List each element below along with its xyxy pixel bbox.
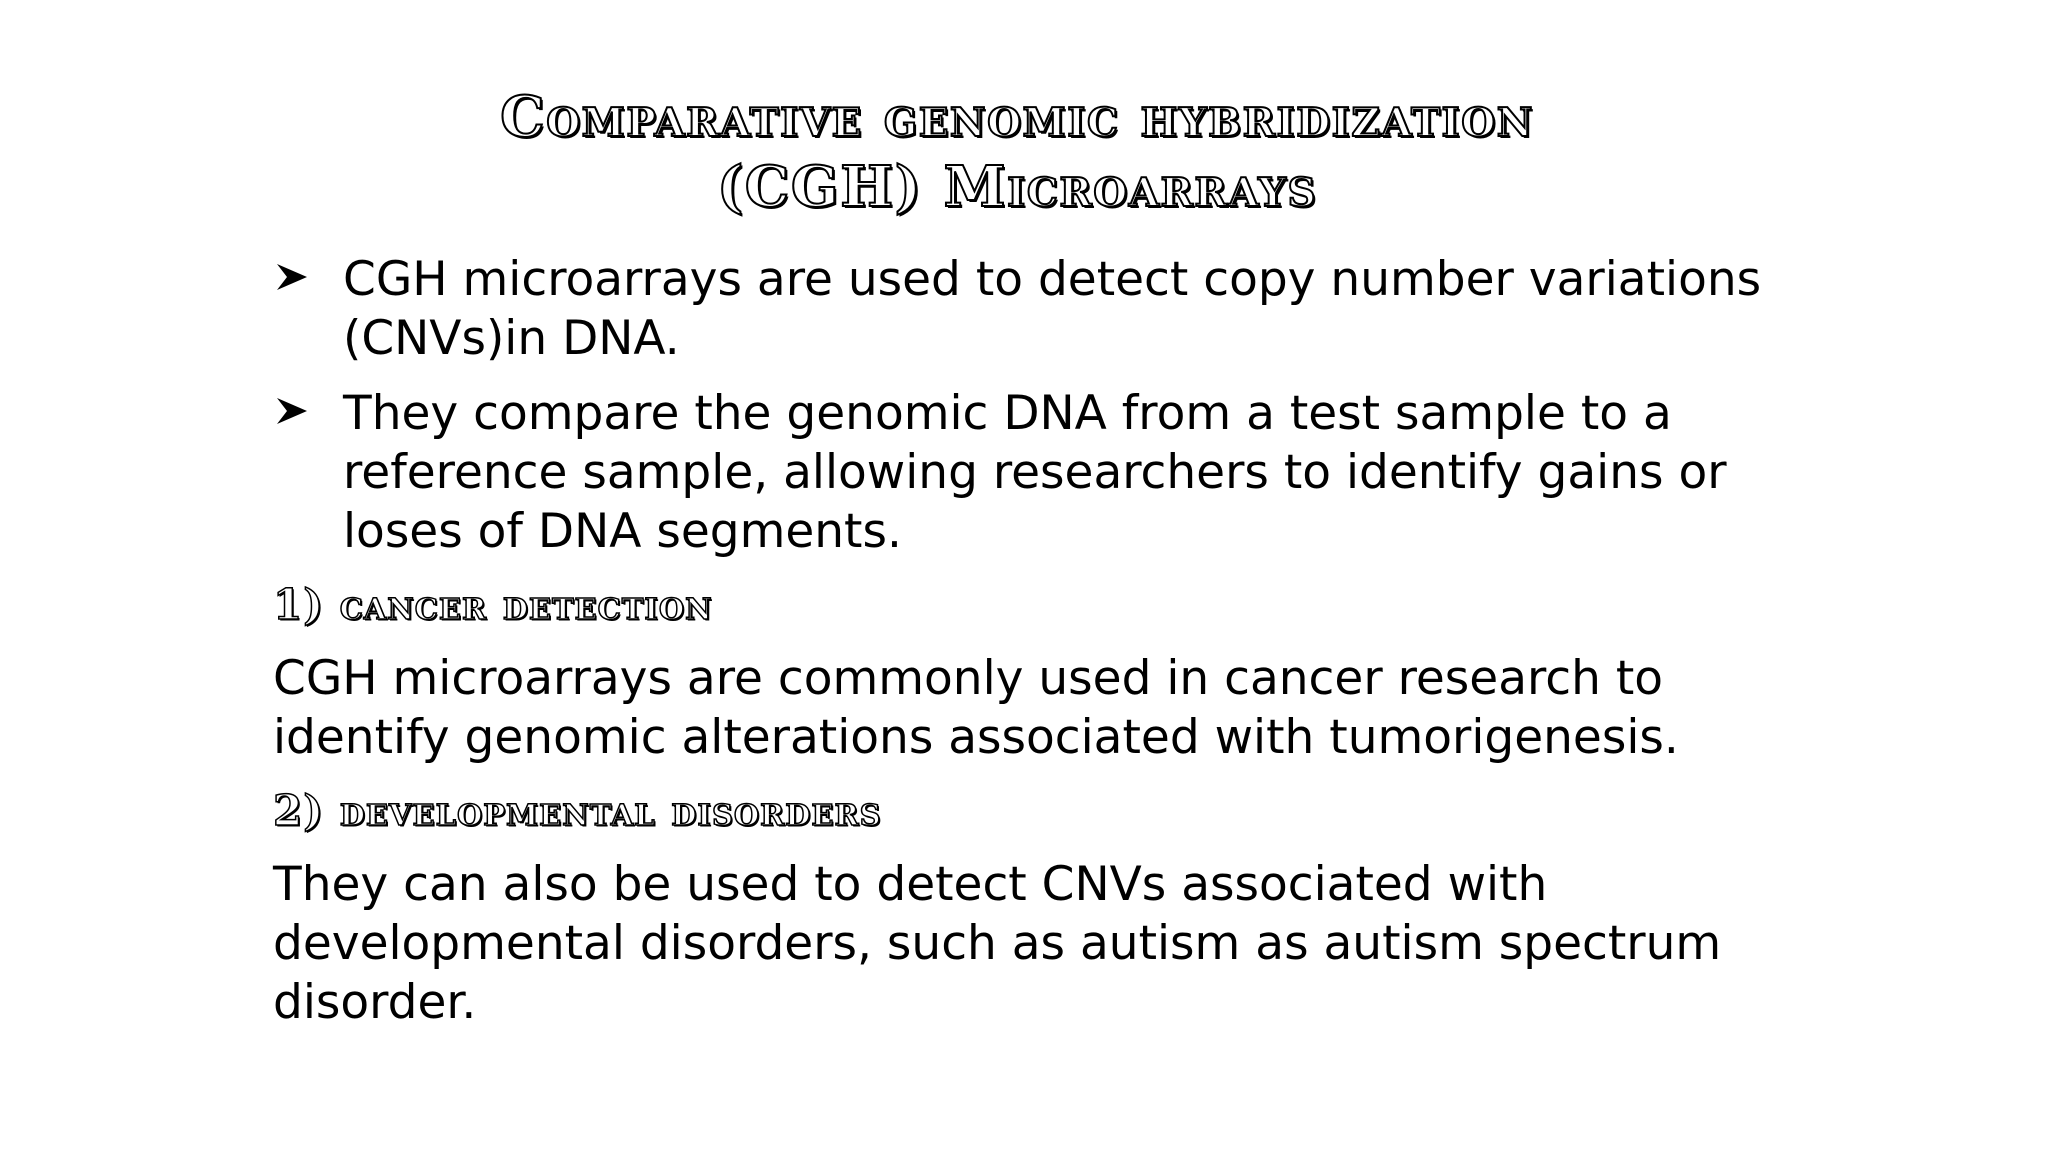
section-heading-cancer-detection: 1) cancer detection [273,580,713,629]
section-body-cancer-detection: CGH microarrays are commonly used in cancer research to identify genomic alterations associated with tumorigenesis. [273,651,1679,765]
section-heading-developmental-disorders: 2) developmental disorders [273,786,882,835]
bullet-item [273,250,1813,368]
slide-title-line-1: Comparative genomic hybridization [500,84,1534,150]
bullet-text: CGH microarrays are used to detect copy number variations (CNVs)in DNA. [343,252,1762,366]
arrow-bullet-icon [275,384,311,443]
bullet-item [273,384,1813,561]
arrow-bullet-icon [275,250,311,309]
slide-content [273,250,1813,1048]
slide-title [250,82,1784,222]
slide-title-line-2: (CGH) Microarrays [716,154,1318,220]
section-body-developmental-disorders: They can also be used to detect CNVs associated with developmental disorders, such as autism as autism spectrum disorder. [273,857,1722,1030]
bullet-text: They compare the genomic DNA from a test sample to a reference sample, allowing researchers to identify gains or loses of DNA segments. [343,386,1727,559]
